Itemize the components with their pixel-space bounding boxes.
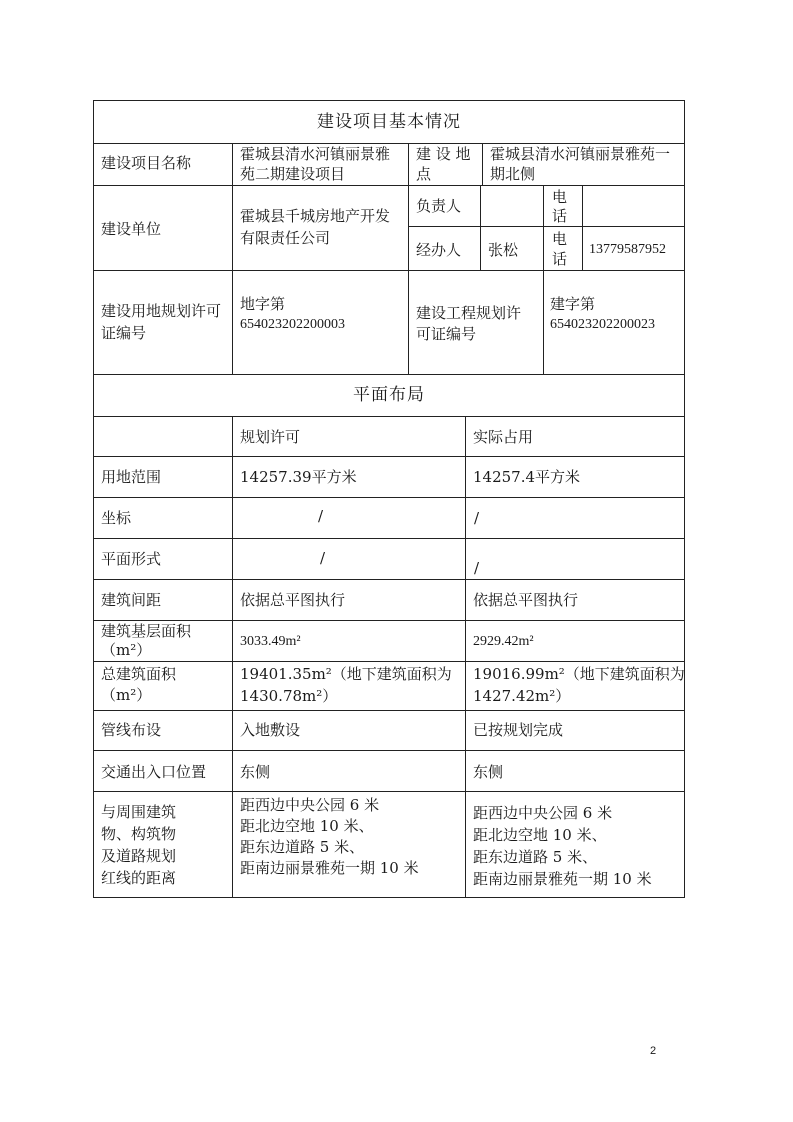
land-permit-value-line1: 地字第 bbox=[240, 295, 286, 313]
row-divider bbox=[93, 185, 685, 186]
row-label: 用地范围 bbox=[101, 468, 162, 486]
row-planned-value: 19401.35m²（地下建筑面积为 bbox=[240, 665, 452, 683]
row-planned-value: / bbox=[320, 549, 326, 567]
row-planned-value: 3033.49m² bbox=[240, 634, 301, 649]
phone-label-1-line2: 话 bbox=[552, 207, 568, 225]
row-divider bbox=[93, 497, 685, 498]
row-planned-value-line2: 1430.78m²） bbox=[240, 687, 338, 705]
location-value-line1: 霍城县清水河镇丽景雅苑一 bbox=[490, 145, 671, 163]
eng-permit-label-line2: 可证编号 bbox=[416, 325, 477, 343]
row-actual-value-line2: 1427.42m²） bbox=[473, 687, 571, 705]
eng-permit-value-line1: 建字第 bbox=[550, 295, 596, 313]
row-actual-value-line3: 距东边道路 5 米、 bbox=[473, 848, 598, 866]
column-header-actual: 实际占用 bbox=[473, 428, 534, 446]
row-planned-value: 东侧 bbox=[240, 763, 271, 781]
handler-value: 张松 bbox=[488, 241, 519, 259]
phone-label-2-line1: 电 bbox=[552, 230, 568, 248]
row-planned-value-line3: 距东边道路 5 米、 bbox=[240, 838, 365, 856]
row-label-line4: 红线的距离 bbox=[101, 869, 177, 887]
row-label-line3: 及道路规划 bbox=[101, 847, 177, 865]
row-planned-value: 距西边中央公园 6 米 bbox=[240, 796, 380, 814]
col-divider bbox=[543, 270, 544, 374]
col-divider bbox=[232, 143, 233, 374]
col-divider bbox=[232, 416, 233, 897]
section-title-layout: 平面布局 bbox=[353, 385, 425, 405]
location-label-line1: 建 设 地 bbox=[416, 145, 471, 163]
row-label: 总建筑面积 bbox=[101, 665, 177, 683]
row-label: 交通出入口位置 bbox=[101, 763, 207, 781]
handler-label: 经办人 bbox=[416, 241, 462, 259]
row-label: 建筑基层面积 bbox=[101, 622, 192, 640]
row-actual-value: 依据总平图执行 bbox=[473, 591, 579, 609]
eng-permit-value-line2: 654023202200023 bbox=[550, 317, 655, 332]
col-divider bbox=[482, 143, 483, 185]
location-value-line2: 期北侧 bbox=[490, 165, 536, 183]
row-label: 与周围建筑 bbox=[101, 803, 177, 821]
unit-value-line1: 霍城县千城房地产开发 bbox=[240, 207, 391, 225]
col-divider bbox=[480, 185, 481, 270]
row-divider bbox=[93, 374, 685, 375]
column-header-planned: 规划许可 bbox=[240, 428, 301, 446]
table-border-bottom bbox=[93, 897, 685, 898]
table-border-right bbox=[684, 100, 685, 898]
row-planned-value-line4: 距南边丽景雅苑一期 10 米 bbox=[240, 859, 419, 877]
row-divider bbox=[93, 791, 685, 792]
eng-permit-label-line1: 建设工程规划许 bbox=[416, 304, 522, 322]
row-label: 坐标 bbox=[101, 509, 132, 527]
row-actual-value: 东侧 bbox=[473, 763, 504, 781]
row-planned-value: 14257.39平方米 bbox=[240, 468, 357, 486]
row-planned-value: / bbox=[318, 507, 324, 525]
row-label: 建筑间距 bbox=[101, 591, 162, 609]
row-divider bbox=[93, 270, 685, 271]
row-divider bbox=[408, 226, 685, 227]
row-divider bbox=[93, 710, 685, 711]
section-title-basic-info: 建设项目基本情况 bbox=[317, 112, 461, 132]
row-divider bbox=[93, 416, 685, 417]
unit-value-line2: 有限责任公司 bbox=[240, 229, 331, 247]
row-divider bbox=[93, 538, 685, 539]
row-actual-value-line2: 距北边空地 10 米、 bbox=[473, 826, 607, 844]
row-actual-value: 14257.4平方米 bbox=[473, 468, 581, 486]
row-planned-value-line2: 距北边空地 10 米、 bbox=[240, 817, 374, 835]
table-border-left bbox=[93, 100, 94, 898]
row-label-line2: 物、构筑物 bbox=[101, 825, 177, 843]
land-permit-label-line2: 证编号 bbox=[101, 324, 147, 342]
row-planned-value: 依据总平图执行 bbox=[240, 591, 346, 609]
row-label-unit: （m²） bbox=[101, 641, 152, 659]
person-in-charge-label: 负责人 bbox=[416, 197, 462, 215]
project-name-value-line2: 苑二期建设项目 bbox=[240, 165, 346, 183]
phone-label-1-line1: 电 bbox=[552, 188, 568, 206]
row-label-unit: （m²） bbox=[101, 686, 152, 704]
project-name-value-line1: 霍城县清水河镇丽景雅 bbox=[240, 145, 391, 163]
row-label: 管线布设 bbox=[101, 721, 162, 739]
row-divider bbox=[93, 456, 685, 457]
row-actual-value: 距西边中央公园 6 米 bbox=[473, 804, 613, 822]
page-number: 2 bbox=[650, 1045, 657, 1057]
row-actual-value: 19016.99m²（地下建筑面积为 bbox=[473, 665, 685, 683]
col-divider bbox=[543, 185, 544, 270]
row-actual-value: / bbox=[474, 509, 480, 527]
row-divider bbox=[93, 661, 685, 662]
unit-label: 建设单位 bbox=[101, 220, 162, 238]
row-actual-value: 已按规划完成 bbox=[473, 721, 564, 739]
col-divider bbox=[582, 185, 583, 270]
col-divider bbox=[465, 416, 466, 897]
row-label: 平面形式 bbox=[101, 550, 162, 568]
row-divider bbox=[93, 750, 685, 751]
row-planned-value: 入地敷设 bbox=[240, 721, 301, 739]
land-permit-label-line1: 建设用地规划许可 bbox=[101, 302, 222, 320]
row-actual-value-line4: 距南边丽景雅苑一期 10 米 bbox=[473, 870, 652, 888]
location-label-line2: 点 bbox=[416, 165, 432, 183]
phone-value-2: 13779587952 bbox=[589, 242, 666, 257]
col-divider bbox=[408, 143, 409, 374]
row-actual-value: / bbox=[474, 559, 480, 577]
row-actual-value: 2929.42m² bbox=[473, 634, 534, 649]
phone-label-2-line2: 话 bbox=[552, 250, 568, 268]
land-permit-value-line2: 654023202200003 bbox=[240, 317, 345, 332]
table-border-top bbox=[93, 100, 685, 101]
row-divider bbox=[93, 579, 685, 580]
project-name-label: 建设项目名称 bbox=[101, 154, 192, 172]
